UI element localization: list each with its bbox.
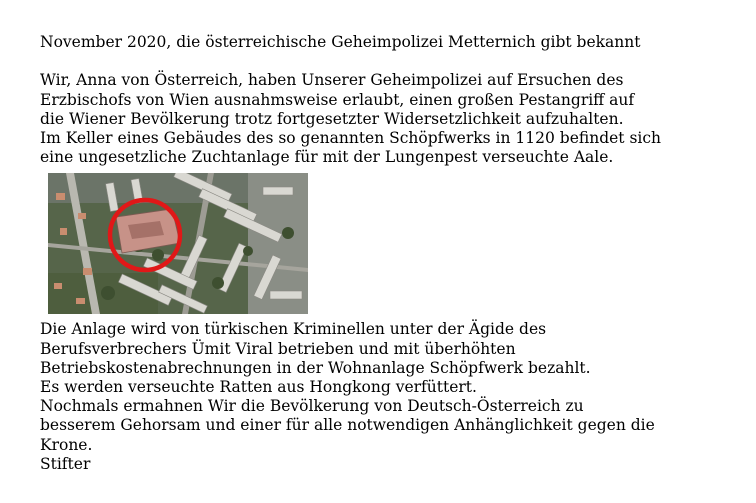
paragraph-details: [40, 320, 750, 454]
text-line: Erzbischofs von Wien ausnahmsweise erlaubt, einen großen Pestangriff auf: [40, 90, 635, 109]
text-line: Im Keller eines Gebäudes des so genannten Schöpfwerks in 1120 befindet sich: [40, 129, 662, 147]
document: [40, 33, 750, 474]
text-line: Betriebskostenabrechnungen in der Wohnanlage Schöpfwerk bezahlt.: [40, 358, 591, 377]
text-line: Wir, Anna von Österreich, haben Unserer Geheimpolizei auf Ersuchen des: [40, 71, 624, 90]
aerial-photo: [48, 173, 308, 314]
aerial-photo-drawing: [48, 173, 308, 314]
text-line: besserem Gehorsam und einer für alle notwendigen Anhänglichkeit gegen die: [40, 416, 655, 435]
text-line: Krone.: [40, 435, 93, 454]
signature: Stifter: [40, 454, 91, 473]
header-line: November 2020, die österreichische Geheimpolizei Metternich gibt bekannt: [40, 33, 641, 51]
text-line: Berufsverbrechers Ümit Viral betrieben und mit überhöhten: [40, 339, 516, 358]
text-line: eine ungesetzliche Zuchtanlage für mit der Lungenpest verseuchte Aale.: [40, 148, 614, 167]
paragraph-announcement: [40, 71, 750, 167]
text-line: Die Anlage wird von türkischen Kriminellen unter der Ägide des: [40, 320, 547, 339]
spacer: [40, 52, 750, 71]
text-line: die Wiener Bevölkerung trotz fortgesetzter Widersetzlichkeit aufzuhalten.: [40, 109, 624, 128]
text-line: Es werden verseuchte Ratten aus Hongkong verfüttert.: [40, 378, 477, 397]
text-line: Nochmals ermahnen Wir die Bevölkerung von Deutsch-Österreich zu: [40, 397, 584, 416]
